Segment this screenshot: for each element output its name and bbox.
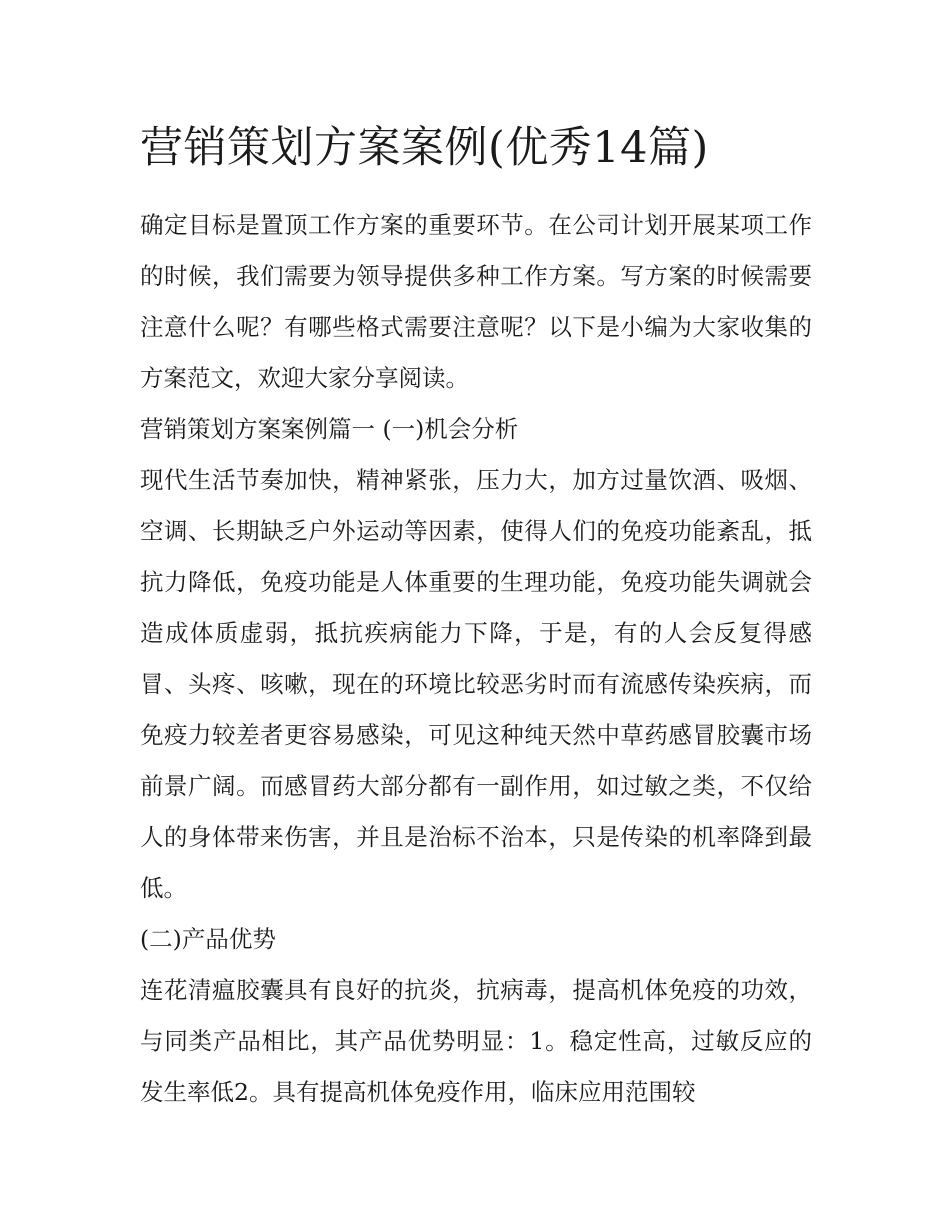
section-heading-advantage: (二)产品优势	[140, 925, 276, 953]
opportunity-paragraph: 现代生活节奏加快，精神紧张，压力大，加方过量饮酒、吸烟、空调、长期缺乏户外运动等因素，使得人们的免疫功能紊乱，抵抗力降低，免疫功能是人体重要的生理功能，免疫功能失调就会造成体质虚弱，抵抗疾病能力下降，于是，有的人会反复得感冒、头疼、咳嗽，现在的环境比较恶劣时而有流感传染疾病，而免疫力较差者更容易感染，可见这种纯天然中草药感冒胶囊市场前景广阔。而感冒药大部分都有一副作用，如过敏之类，不仅给人的身体带来伤害，并且是治标不治本，只是传染的机率降到最低。	[140, 466, 812, 902]
advantage-paragraph: 连花清瘟胶囊具有良好的抗炎，抗病毒，提高机体免疫的功效，与同类产品相比，其产品优势明显：1。稳定性高，过敏反应的发生率低2。具有提高机体免疫作用，临床应用范围较	[140, 976, 812, 1106]
document-title: 营销策划方案案例(优秀14篇)	[140, 123, 709, 173]
intro-paragraph: 确定目标是置顶工作方案的重要环节。在公司计划开展某项工作的时候，我们需要为领导提供多种工作方案。写方案的时候需要注意什么呢？有哪些格式需要注意呢？以下是小编为大家收集的方案范文，欢迎大家分享阅读。	[140, 211, 812, 392]
document-body	[140, 200, 812, 1118]
section-heading-opportunity: 营销策划方案案例篇一 (一)机会分析	[140, 415, 519, 443]
